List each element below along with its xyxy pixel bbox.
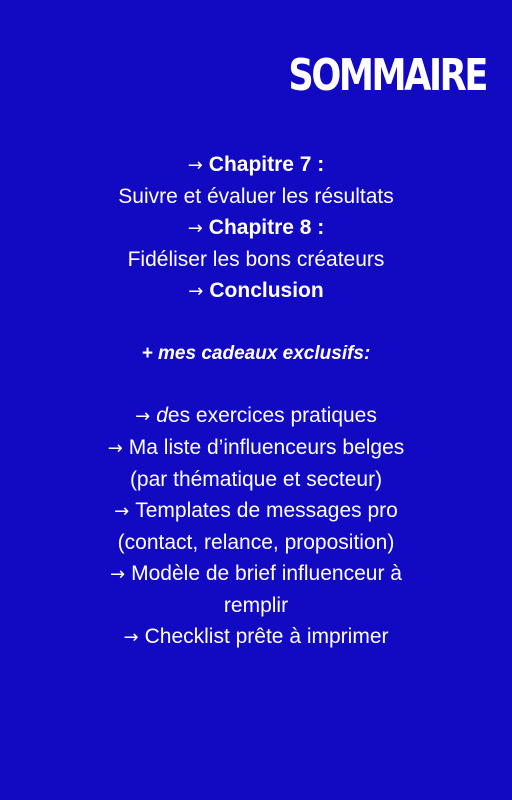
arrow-right-icon: →: [110, 564, 126, 585]
chapter-7-heading: [0, 149, 512, 181]
gift-item-exercises-label: es exercices pratiques: [167, 404, 377, 427]
gift-item-influencer-list-label: Ma liste d’influenceurs belges: [128, 436, 405, 459]
spacer: [0, 307, 512, 338]
gift-item-checklist-label: Checklist prête à imprimer: [144, 625, 389, 648]
chapter-8-subtitle: Fidéliser les bons créateurs: [127, 248, 385, 271]
arrow-right-icon: →: [188, 281, 204, 302]
gift-item-brief-model-continued: remplir: [223, 594, 289, 617]
page-title: SOMMAIRE: [288, 50, 486, 101]
arrow-right-icon: →: [187, 218, 203, 239]
conclusion-heading: [0, 275, 512, 307]
conclusion-label: Conclusion: [209, 279, 324, 302]
arrow-right-icon: →: [114, 501, 130, 522]
gift-item-exercises: [0, 400, 512, 432]
spacer: [0, 369, 512, 400]
gift-item-exercises-first-letter: d: [156, 404, 168, 427]
chapter-7-label: Chapitre 7 :: [208, 153, 325, 176]
chapter-8-label: Chapitre 8 :: [208, 216, 325, 239]
gift-item-templates-detail: (contact, relance, proposition): [117, 531, 395, 554]
gift-item-influencer-list-detail: (par thématique et secteur): [129, 468, 383, 491]
chapter-8-heading: [0, 212, 512, 244]
gift-item-templates: [0, 495, 512, 527]
gifts-heading: + mes cadeaux exclusifs:: [141, 343, 371, 364]
arrow-right-icon: →: [123, 627, 139, 648]
chapter-7-subtitle: Suivre et évaluer les résultats: [118, 185, 394, 208]
gift-item-templates-label: Templates de messages pro: [135, 499, 398, 522]
gift-item-brief-model-label: Modèle de brief influenceur à: [131, 562, 402, 585]
toc-content: [0, 149, 512, 653]
arrow-right-icon: →: [187, 155, 203, 176]
arrow-right-icon: →: [135, 406, 151, 427]
gift-item-influencer-list: [0, 432, 512, 464]
arrow-right-icon: →: [107, 438, 123, 459]
gift-item-checklist: [0, 621, 512, 653]
gift-item-brief-model: [0, 558, 512, 590]
